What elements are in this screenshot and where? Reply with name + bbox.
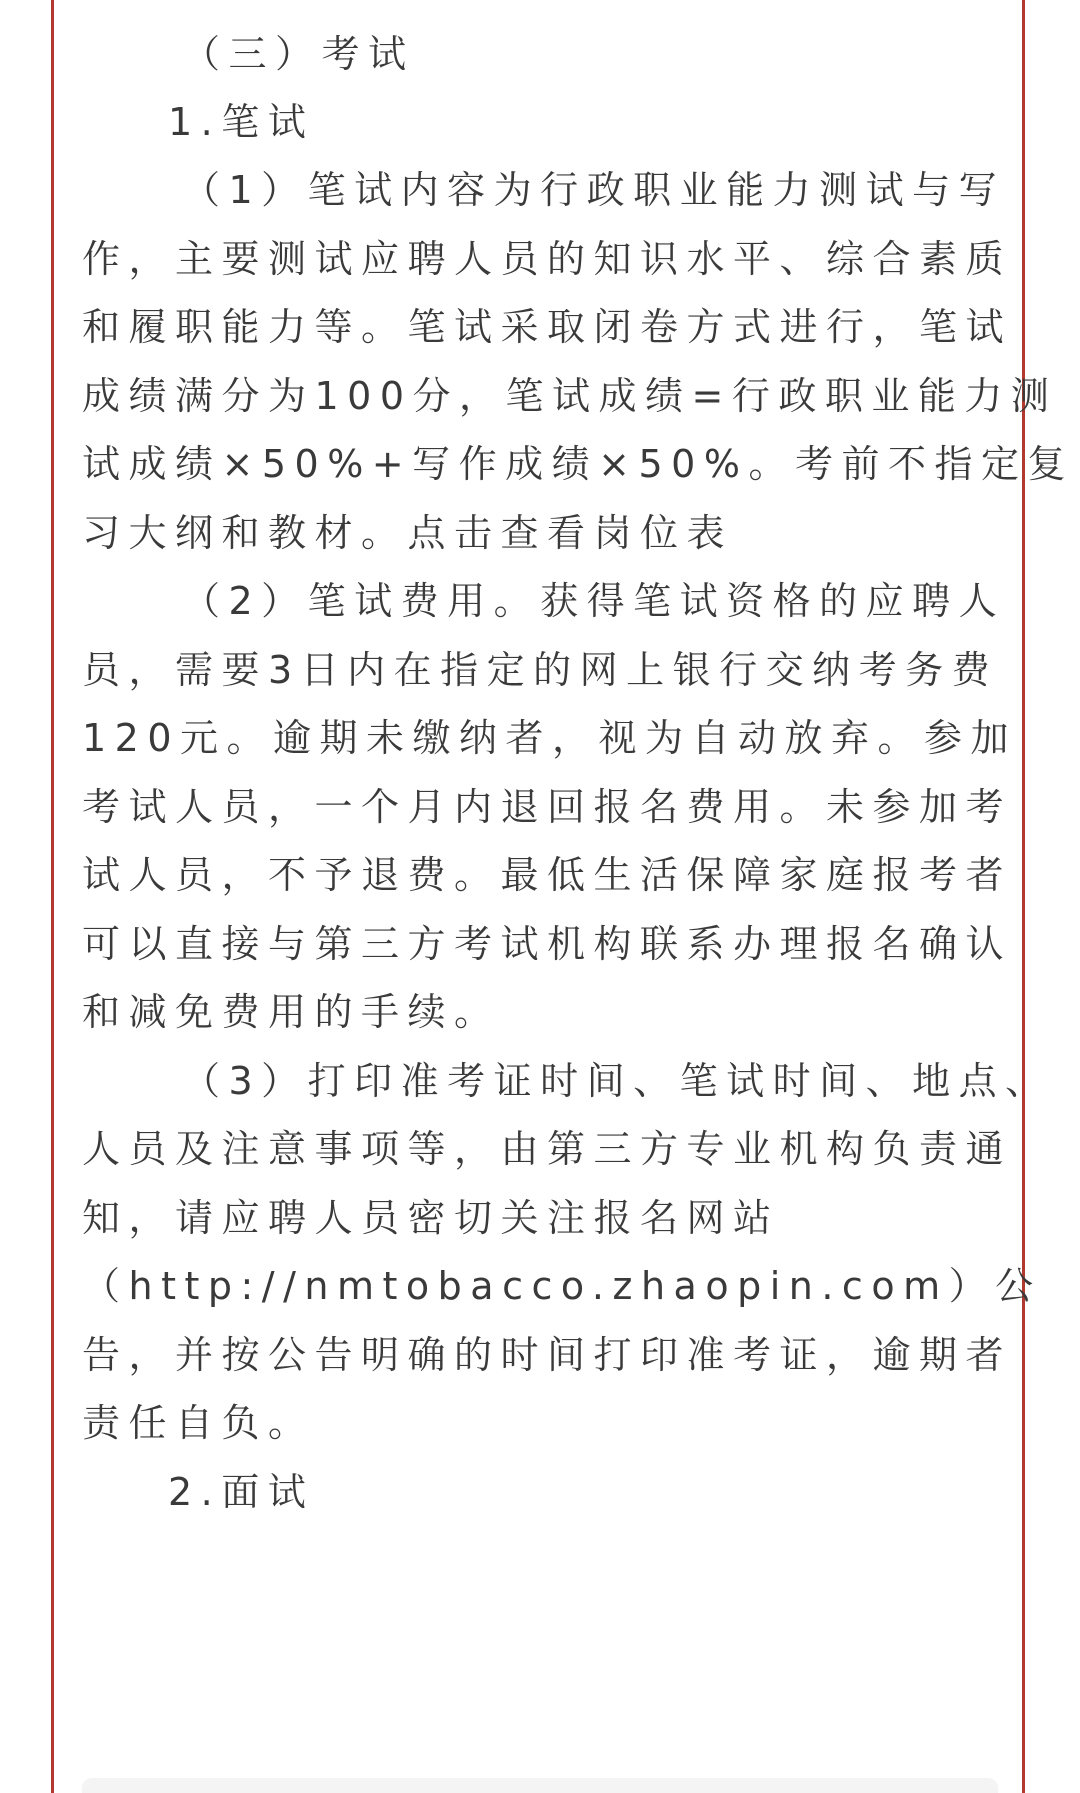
item2-line-1: （2）笔试费用。获得笔试资格的应聘人 <box>182 579 1006 623</box>
item2-line-2: 员，需要3日内在指定的网上银行交纳考务费 <box>82 648 999 692</box>
left-border-line <box>51 0 54 1793</box>
item3-line-4-url: （http://nmtobacco.zhaopin.com）公 <box>82 1264 1042 1308</box>
interview-title: 2.面试 <box>168 1470 315 1514</box>
clipped-glyph-fragment <box>100 0 140 2</box>
item1-line-1: （1）笔试内容为行政职业能力测试与写 <box>182 168 1006 212</box>
bottom-content-panel <box>82 1778 998 1793</box>
item2-line-4: 考试人员，一个月内退回报名费用。未参加考 <box>82 785 1013 829</box>
right-border-line <box>1022 0 1025 1793</box>
item2-line-7: 和减免费用的手续。 <box>82 990 501 1034</box>
item3-line-6: 责任自负。 <box>82 1401 315 1445</box>
item1-line-5: 试成绩×50%+写作成绩×50%。考前不指定复 <box>82 442 1074 486</box>
written-exam-title: 1.笔试 <box>168 100 315 144</box>
item1-line-4: 成绩满分为100分，笔试成绩=行政职业能力测 <box>82 374 1058 418</box>
item2-line-3: 120元。逾期未缴纳者，视为自动放弃。参加 <box>82 716 1018 760</box>
item3-line-1: （3）打印准考证时间、笔试时间、地点、 <box>182 1059 1052 1103</box>
section-heading: （三）考试 <box>182 32 415 76</box>
item1-line-3: 和履职能力等。笔试采取闭卷方式进行，笔试 <box>82 305 1013 349</box>
item2-line-5: 试人员，不予退费。最低生活保障家庭报考者 <box>82 853 1013 897</box>
item3-line-2: 人员及注意事项等，由第三方专业机构负责通 <box>82 1127 1013 1171</box>
item3-line-3: 知，请应聘人员密切关注报名网站 <box>82 1196 780 1240</box>
item3-line-5: 告，并按公告明确的时间打印准考证，逾期者 <box>82 1333 1013 1377</box>
item1-line-6: 习大纲和教材。点击查看岗位表 <box>82 511 734 555</box>
item1-line-2: 作，主要测试应聘人员的知识水平、综合素质 <box>82 237 1013 281</box>
item2-line-6: 可以直接与第三方考试机构联系办理报名确认 <box>82 922 1013 966</box>
